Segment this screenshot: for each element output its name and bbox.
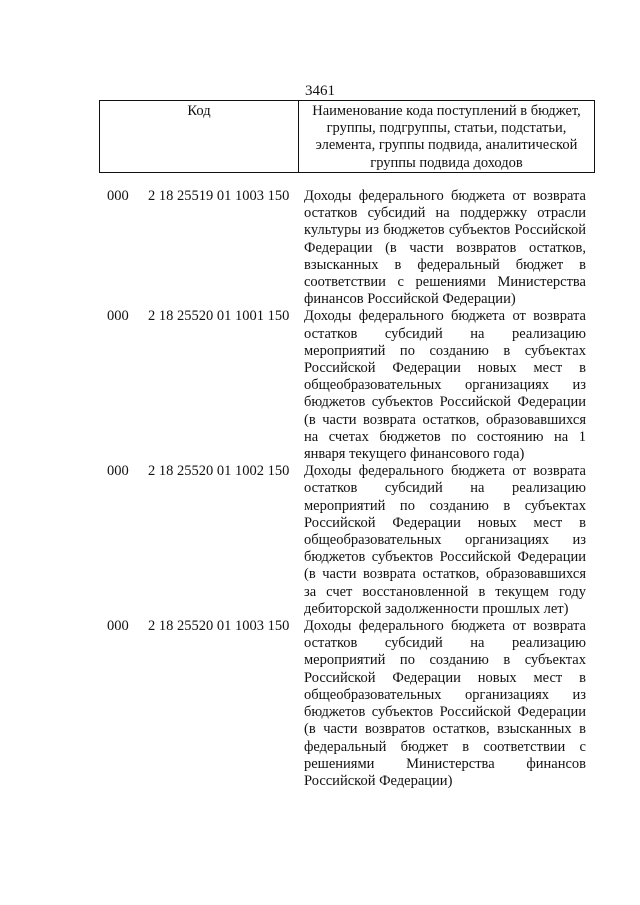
header-name-column: Наименование кода поступлений в бюджет, группы, подгруппы, статьи, подстатьи, элемента, группы подвида, аналитической группы подвида доходов <box>312 103 581 171</box>
row-admin-code: 000 <box>107 308 129 325</box>
table-row <box>0 308 640 463</box>
row-admin-code: 000 <box>107 618 129 635</box>
row-revenue-code: 2 18 25519 01 1003 150 <box>148 188 290 204</box>
row-revenue-code: 2 18 25520 01 1001 150 <box>148 308 290 325</box>
row-description: Доходы федерального бюджета от возврата остатков субсидий на реализацию мероприятий по созданию в субъектах Российской Федерации новых мест в общеобразовательных организациях из бюджетов субъектов Российской Федерации (в части возврата остатков, образовавшихся на счетах бюджетов по состоянию на 1 января текущего финансового года) <box>304 308 586 463</box>
table-row <box>0 188 640 308</box>
row-revenue-code: 2 18 25520 01 1003 150 <box>148 618 290 635</box>
page-number: 3461 <box>305 83 335 99</box>
row-admin-code: 000 <box>107 188 129 204</box>
row-description: Доходы федерального бюджета от возврата остатков субсидий на поддержку отрасли культуры из бюджетов субъектов Российской Федерации (в части возвратов остатков, взысканных в федеральный бюджет в соответствии с решениями Министерства финансов Российской Федерации) <box>304 188 586 308</box>
table-row <box>0 618 640 790</box>
row-description: Доходы федерального бюджета от возврата остатков субсидий на реализацию мероприятий по созданию в субъектах Российской Федерации новых мест в общеобразовательных организациях из бюджетов субъектов Российской Федерации (в части возвратов остатков, взысканных в федеральный бюджет в соответствии с решениями Министерства финансов Российской Федерации) <box>304 618 586 789</box>
table-row <box>0 463 640 618</box>
table-header <box>99 100 595 173</box>
header-code-column: Код <box>100 101 299 172</box>
table-body <box>0 188 640 790</box>
row-description: Доходы федерального бюджета от возврата остатков субсидий на реализацию мероприятий по созданию в субъектах Российской Федерации новых мест в общеобразовательных организациях из бюджетов субъектов Российской Федерации (в части возврата остатков, образовавшихся за счет восстановленной в текущем году дебиторской задолженности прошлых лет) <box>304 463 586 617</box>
row-admin-code: 000 <box>107 463 129 480</box>
row-revenue-code: 2 18 25520 01 1002 150 <box>148 463 290 480</box>
